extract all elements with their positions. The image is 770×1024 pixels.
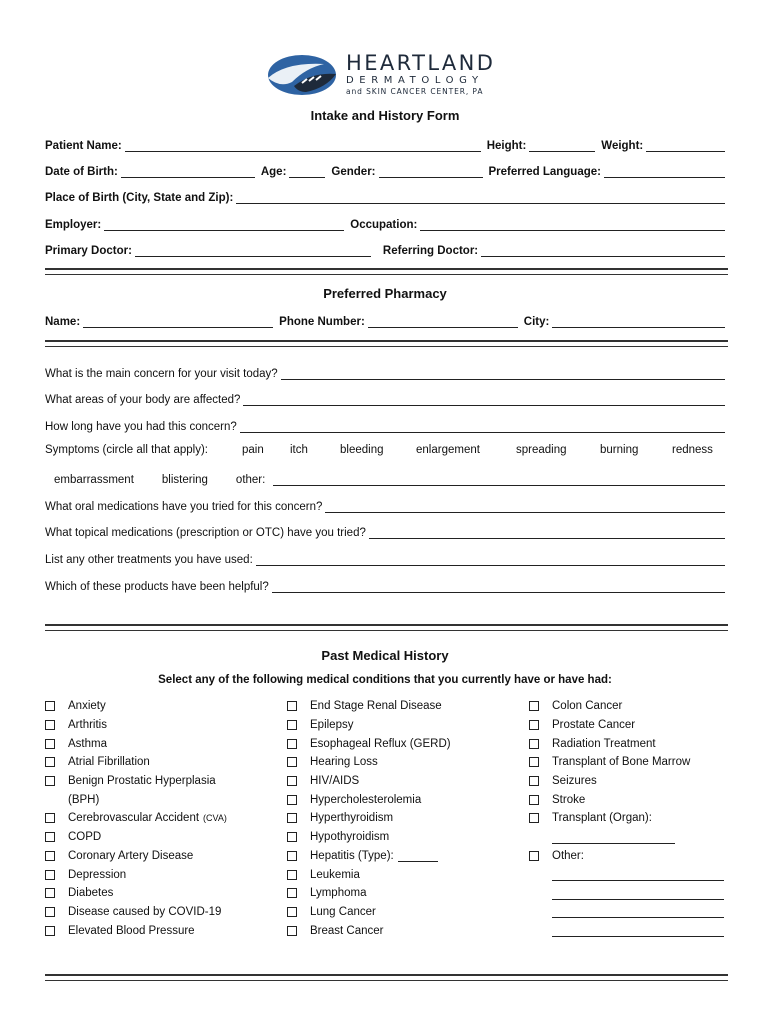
condition-item[interactable]: Seizures: [529, 772, 724, 791]
checkbox[interactable]: [529, 739, 539, 749]
condition-item[interactable]: Cerebrovascular Accident (CVA): [45, 809, 227, 828]
pharmacy-name-label: Name:: [45, 316, 81, 328]
other-treatments-field[interactable]: [256, 553, 725, 566]
condition-item[interactable]: Depression: [45, 865, 227, 884]
question-topical-meds: [45, 523, 725, 539]
checkbox[interactable]: [287, 795, 297, 805]
oral-meds-field[interactable]: [325, 500, 725, 513]
condition-item[interactable]: Colon Cancer: [529, 697, 724, 716]
symptom-option[interactable]: redness: [672, 444, 713, 456]
condition-item[interactable]: Coronary Artery Disease: [45, 847, 227, 866]
condition-item[interactable]: Arthritis: [45, 716, 227, 735]
symptom-option[interactable]: embarrassment: [54, 474, 134, 486]
transplant-organ-field[interactable]: [552, 831, 675, 844]
section-divider: [45, 974, 728, 981]
condition-item[interactable]: Elevated Blood Pressure: [45, 921, 227, 940]
condition-item[interactable]: Radiation Treatment: [529, 734, 724, 753]
patient-name-field[interactable]: [125, 139, 481, 152]
height-field[interactable]: [529, 139, 595, 152]
condition-item[interactable]: COPD: [45, 828, 227, 847]
checkbox[interactable]: [529, 757, 539, 767]
other-condition-line: [529, 903, 724, 922]
pharmacy-city-field[interactable]: [552, 315, 725, 328]
employer-field[interactable]: [104, 218, 344, 231]
condition-item[interactable]: Hypothyroidism: [287, 828, 451, 847]
checkbox[interactable]: [287, 739, 297, 749]
condition-item[interactable]: Benign Prostatic Hyperplasia: [45, 772, 227, 791]
condition-item[interactable]: Hypercholesterolemia: [287, 790, 451, 809]
checkbox[interactable]: [45, 701, 55, 711]
pharmacy-phone-label: Phone Number:: [279, 316, 365, 328]
condition-item[interactable]: Hyperthyroidism: [287, 809, 451, 828]
symptom-option[interactable]: burning: [600, 444, 639, 456]
logo-line-3: and SKIN CANCER CENTER, PA: [346, 87, 484, 96]
checkbox[interactable]: [529, 720, 539, 730]
hepatitis-type-field[interactable]: [398, 849, 438, 862]
birthplace-label: Place of Birth (City, State and Zip):: [45, 192, 234, 204]
helpful-products-field[interactable]: [272, 580, 725, 593]
conditions-column-2: [287, 697, 451, 940]
cva-abbreviation: (CVA): [203, 813, 227, 824]
pharmacy-row: [45, 312, 725, 328]
dob-field[interactable]: [121, 165, 255, 178]
gender-label: Gender:: [331, 166, 376, 178]
referring-doctor-label: Referring Doctor:: [382, 245, 479, 257]
condition-item[interactable]: HIV/AIDS: [287, 772, 451, 791]
other-condition-field[interactable]: [552, 905, 724, 918]
question-how-long: [45, 417, 725, 433]
weight-label: Weight:: [601, 140, 644, 152]
checkbox[interactable]: [287, 776, 297, 786]
question-label: What is the main concern for your visit today?: [45, 368, 278, 380]
checkbox[interactable]: [45, 739, 55, 749]
weight-field[interactable]: [646, 139, 725, 152]
employer-label: Employer:: [45, 219, 102, 231]
patient-row-2: [45, 162, 725, 178]
condition-item[interactable]: Breast Cancer: [287, 921, 451, 940]
condition-item[interactable]: Hearing Loss: [287, 753, 451, 772]
primary-doctor-label: Primary Doctor:: [45, 245, 132, 257]
symptom-option[interactable]: blistering: [161, 474, 208, 486]
main-concern-field[interactable]: [281, 367, 725, 380]
age-field[interactable]: [289, 165, 325, 178]
gender-field[interactable]: [379, 165, 483, 178]
condition-item[interactable]: End Stage Renal Disease: [287, 697, 451, 716]
dob-label: Date of Birth:: [45, 166, 118, 178]
checkbox[interactable]: [529, 701, 539, 711]
condition-item[interactable]: Lung Cancer: [287, 903, 451, 922]
question-label: Which of these products have been helpful?: [45, 581, 269, 593]
checkbox[interactable]: [287, 701, 297, 711]
question-label: What topical medications (prescription or OTC) have you tried?: [45, 527, 366, 539]
question-label: What oral medications have you tried for this concern?: [45, 501, 323, 513]
checkbox[interactable]: [529, 776, 539, 786]
checkbox[interactable]: [287, 813, 297, 823]
checkbox[interactable]: [287, 851, 297, 861]
logo-line-2: DERMATOLOGY: [346, 75, 484, 86]
checkbox[interactable]: [529, 813, 539, 823]
checkbox[interactable]: [287, 888, 297, 898]
symptoms-row-2: [45, 470, 725, 486]
checkbox[interactable]: [287, 907, 297, 917]
condition-item[interactable]: Lymphoma: [287, 884, 451, 903]
conditions-column-3: [529, 697, 724, 940]
checkbox[interactable]: [287, 870, 297, 880]
symptoms-label: Symptoms (circle all that apply):: [45, 444, 208, 456]
checkbox[interactable]: [45, 720, 55, 730]
checkbox[interactable]: [45, 926, 55, 936]
logo-wordmark: [346, 52, 495, 97]
pharmacy-phone-field[interactable]: [368, 315, 518, 328]
occupation-label: Occupation:: [350, 219, 418, 231]
condition-item[interactable]: Atrial Fibrillation: [45, 753, 227, 772]
condition-item[interactable]: Transplant of Bone Marrow: [529, 753, 724, 772]
checkbox[interactable]: [45, 776, 55, 786]
language-label: Preferred Language:: [488, 166, 601, 178]
other-symptom-field[interactable]: [273, 473, 725, 486]
other-condition-field[interactable]: [552, 924, 724, 937]
form-title: Intake and History Form: [310, 108, 460, 123]
checkbox[interactable]: [529, 795, 539, 805]
topical-meds-field[interactable]: [369, 526, 725, 539]
checkbox[interactable]: [287, 832, 297, 842]
condition-item[interactable]: Diabetes: [45, 884, 227, 903]
checkbox[interactable]: [529, 851, 539, 861]
section-divider: [45, 624, 728, 631]
checkbox[interactable]: [45, 757, 55, 767]
condition-item[interactable]: Disease caused by COVID-19: [45, 903, 227, 922]
condition-item[interactable]: Asthma: [45, 734, 227, 753]
transplant-organ-line: [529, 828, 724, 847]
symptom-option[interactable]: itch: [290, 444, 308, 456]
checkbox[interactable]: [45, 870, 55, 880]
question-main-concern: [45, 364, 725, 380]
question-label: List any other treatments you have used:: [45, 554, 253, 566]
condition-item[interactable]: Esophageal Reflux (GERD): [287, 734, 451, 753]
condition-item[interactable]: Other:: [529, 847, 724, 866]
language-field[interactable]: [604, 165, 725, 178]
patient-row-1: [45, 136, 725, 152]
checkbox[interactable]: [45, 907, 55, 917]
other-condition-field[interactable]: [552, 868, 724, 881]
pharmacy-city-label: City:: [523, 316, 550, 328]
question-helpful-products: [45, 577, 725, 593]
condition-item[interactable]: Prostate Cancer: [529, 716, 724, 735]
areas-field[interactable]: [243, 393, 725, 406]
symptom-option[interactable]: bleeding: [340, 444, 384, 456]
condition-item-continued: (BPH): [68, 793, 100, 806]
history-instruction: Select any of the following medical conditions that you currently have or have had:: [158, 674, 612, 686]
condition-item[interactable]: Stroke: [529, 790, 724, 809]
logo-line-1: HEARTLAND: [346, 51, 496, 75]
other-condition-line: [529, 865, 724, 884]
question-other-treatments: [45, 550, 725, 566]
conditions-column-1: [45, 697, 227, 940]
other-condition-line: [529, 921, 724, 940]
question-areas: [45, 390, 725, 406]
birthplace-field[interactable]: [236, 191, 725, 204]
section-divider: [45, 340, 728, 347]
question-label: How long have you had this concern?: [45, 421, 237, 433]
pharmacy-heading: Preferred Pharmacy: [323, 286, 447, 301]
checkbox[interactable]: [287, 926, 297, 936]
condition-item[interactable]: Epilepsy: [287, 716, 451, 735]
question-label: What areas of your body are affected?: [45, 394, 241, 406]
patient-name-label: Patient Name:: [45, 140, 122, 152]
checkbox[interactable]: [287, 720, 297, 730]
symptom-option[interactable]: pain: [242, 444, 264, 456]
other-symptom-label: other:: [235, 474, 266, 486]
checkbox[interactable]: [45, 813, 55, 823]
checkbox[interactable]: [45, 888, 55, 898]
patient-row-4: [45, 215, 725, 231]
condition-item[interactable]: Transplant (Organ):: [529, 809, 724, 828]
question-oral-meds: [45, 497, 725, 513]
age-label: Age:: [260, 166, 287, 178]
patient-row-3: [45, 188, 725, 204]
checkbox[interactable]: [45, 832, 55, 842]
how-long-field[interactable]: [240, 420, 725, 433]
symptom-option[interactable]: spreading: [516, 444, 567, 456]
occupation-field[interactable]: [420, 218, 725, 231]
symptom-option[interactable]: enlargement: [416, 444, 480, 456]
pharmacy-name-field[interactable]: [83, 315, 273, 328]
logo-emblem-icon: [266, 52, 342, 98]
checkbox[interactable]: [45, 851, 55, 861]
condition-item[interactable]: Hepatitis (Type):: [287, 847, 451, 866]
history-heading: Past Medical History: [321, 648, 449, 663]
condition-item[interactable]: Anxiety: [45, 697, 227, 716]
height-label: Height:: [486, 140, 527, 152]
other-condition-line: [529, 884, 724, 903]
section-divider: [45, 268, 728, 275]
checkbox[interactable]: [287, 757, 297, 767]
condition-item[interactable]: Leukemia: [287, 865, 451, 884]
referring-doctor-field[interactable]: [481, 244, 725, 257]
primary-doctor-field[interactable]: [135, 244, 371, 257]
heartland-logo: [266, 52, 498, 102]
other-condition-field[interactable]: [552, 887, 724, 900]
patient-row-5: [45, 241, 725, 257]
